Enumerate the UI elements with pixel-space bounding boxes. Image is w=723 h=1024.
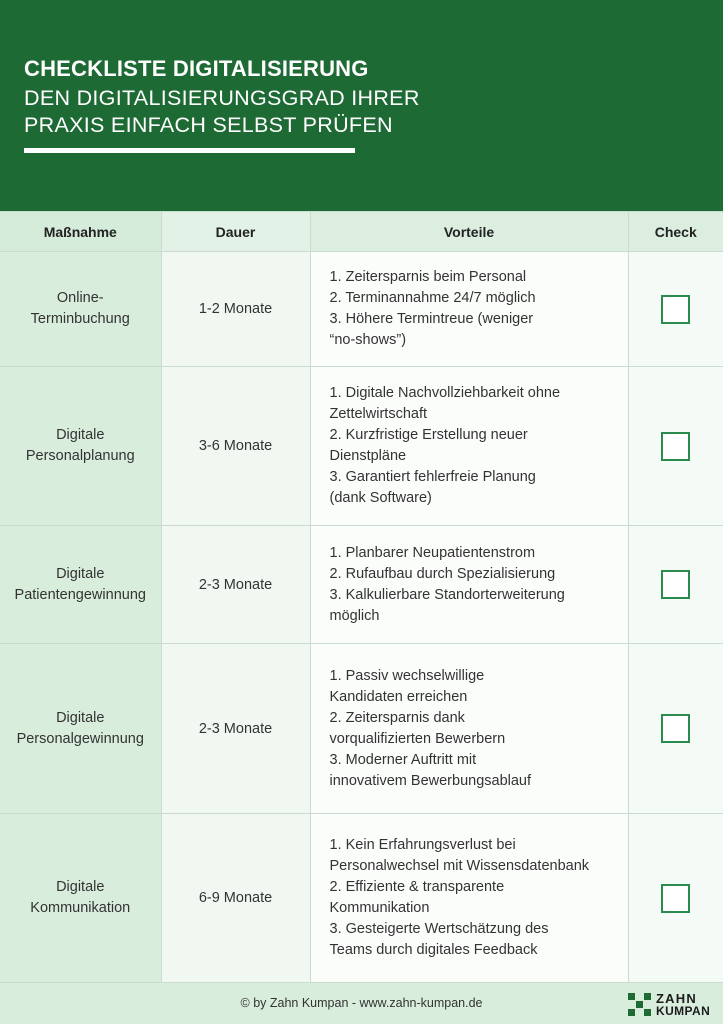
massnahme-line: Digitale [56, 565, 105, 582]
zahn-kumpan-logo [628, 991, 718, 1019]
vorteil-line: Dienstpläne [329, 448, 407, 464]
vorteil-line: 3. Moderner Auftritt mit [329, 751, 477, 768]
massnahme-line: Online- [56, 290, 104, 306]
vorteil-line: innovativem Bewerbungsablauf [329, 772, 532, 789]
dauer-cell: 2-3 Monate [161, 644, 310, 814]
vorteil-line: 3. Höhere Termintreue (weniger [329, 311, 534, 327]
vorteile-cell [310, 644, 628, 814]
vorteil-line: 2. Rufaufbau durch Spezialisierung [329, 565, 556, 582]
table-row [0, 252, 723, 367]
checkbox[interactable] [661, 570, 690, 599]
column-header-check: Check [628, 212, 723, 252]
vorteil-line: 2. Kurzfristige Erstellung neuer [329, 427, 528, 443]
check-cell [628, 526, 723, 644]
copyright-text: © by Zahn Kumpan - www.zahn-kumpan.de [240, 996, 483, 1010]
vorteil-line: 1. Kein Erfahrungsverlust bei [329, 837, 516, 853]
column-header-vorteile: Vorteile [310, 212, 628, 252]
column-header-massnahme: Maßnahme [0, 212, 161, 252]
header-banner [0, 0, 723, 211]
subtitle-line: PRAXIS EINFACH SELBST PRÜFEN [24, 113, 393, 137]
vorteil-line: 2. Effiziente & transparente [329, 879, 505, 895]
check-cell [628, 814, 723, 983]
table-header-row [0, 212, 723, 252]
vorteil-line: 3. Garantiert fehlerfreie Planung [329, 469, 536, 485]
check-cell [628, 644, 723, 814]
table-row [0, 644, 723, 814]
pixel-tooth-icon [628, 993, 652, 1017]
vorteil-line: vorqualifizierten Bewerbern [329, 730, 506, 747]
vorteil-line: Kommunikation [329, 900, 430, 916]
vorteil-line: 3. Kalkulierbare Standorterweiterung [329, 586, 565, 603]
logo-word: ZAHN [656, 991, 697, 1006]
vorteil-line: 2. Terminannahme 24/7 möglich [329, 290, 536, 306]
title-underline [24, 148, 355, 153]
vorteile-cell [310, 367, 628, 526]
vorteil-line: 2. Zeitersparnis dank [329, 709, 465, 726]
vorteil-line: “no-shows”) [329, 332, 407, 348]
subtitle-line: DEN DIGITALISIERUNGSGRAD IHRER [24, 86, 420, 110]
massnahme-cell [0, 526, 161, 644]
massnahme-line: Personalplanung [25, 448, 135, 464]
massnahme-line: Digitale [56, 427, 105, 443]
vorteil-line: Zettelwirtschaft [329, 406, 427, 422]
massnahme-cell [0, 367, 161, 526]
footer [0, 982, 723, 1024]
vorteil-line: Kandidaten erreichen [329, 688, 468, 705]
vorteile-cell [310, 526, 628, 644]
vorteil-line: möglich [329, 607, 380, 624]
dauer-cell: 6-9 Monate [161, 814, 310, 983]
page-title: CHECKLISTE DIGITALISIERUNG [24, 56, 369, 81]
massnahme-line: Kommunikation [30, 900, 131, 916]
massnahme-cell [0, 644, 161, 814]
vorteile-cell [310, 252, 628, 367]
vorteil-line: 3. Gesteigerte Wertschätzung des [329, 921, 549, 937]
vorteil-line: (dank Software) [329, 490, 432, 506]
checkbox[interactable] [661, 714, 690, 743]
check-cell [628, 367, 723, 526]
massnahme-line: Digitale [56, 709, 105, 726]
checkbox[interactable] [661, 884, 690, 913]
checkbox[interactable] [661, 432, 690, 461]
checkbox[interactable] [661, 295, 690, 324]
vorteil-line: 1. Passiv wechselwillige [329, 667, 485, 684]
massnahme-cell [0, 252, 161, 367]
vorteile-cell [310, 814, 628, 983]
massnahme-line: Patientengewinnung [14, 586, 146, 603]
massnahme-line: Personalgewinnung [16, 730, 144, 747]
vorteil-line: 1. Planbarer Neupatientenstrom [329, 544, 536, 561]
vorteil-line: Teams durch digitales Feedback [329, 942, 538, 958]
vorteil-line: Personalwechsel mit Wissensdatenbank [329, 858, 590, 874]
massnahme-line: Digitale [56, 879, 105, 895]
page-subtitle [24, 85, 420, 139]
dauer-cell: 3-6 Monate [161, 367, 310, 526]
table-row [0, 367, 723, 526]
vorteil-line: 1. Digitale Nachvollziehbarkeit ohne [329, 385, 561, 401]
logo-word: KUMPAN [656, 1004, 711, 1018]
checklist-table [0, 211, 723, 983]
dauer-cell: 2-3 Monate [161, 526, 310, 644]
column-header-dauer: Dauer [161, 212, 310, 252]
vorteil-line: 1. Zeitersparnis beim Personal [329, 269, 527, 285]
table-row [0, 814, 723, 983]
dauer-cell: 1-2 Monate [161, 252, 310, 367]
table-row [0, 526, 723, 644]
massnahme-line: Terminbuchung [30, 311, 130, 327]
check-cell [628, 252, 723, 367]
massnahme-cell [0, 814, 161, 983]
